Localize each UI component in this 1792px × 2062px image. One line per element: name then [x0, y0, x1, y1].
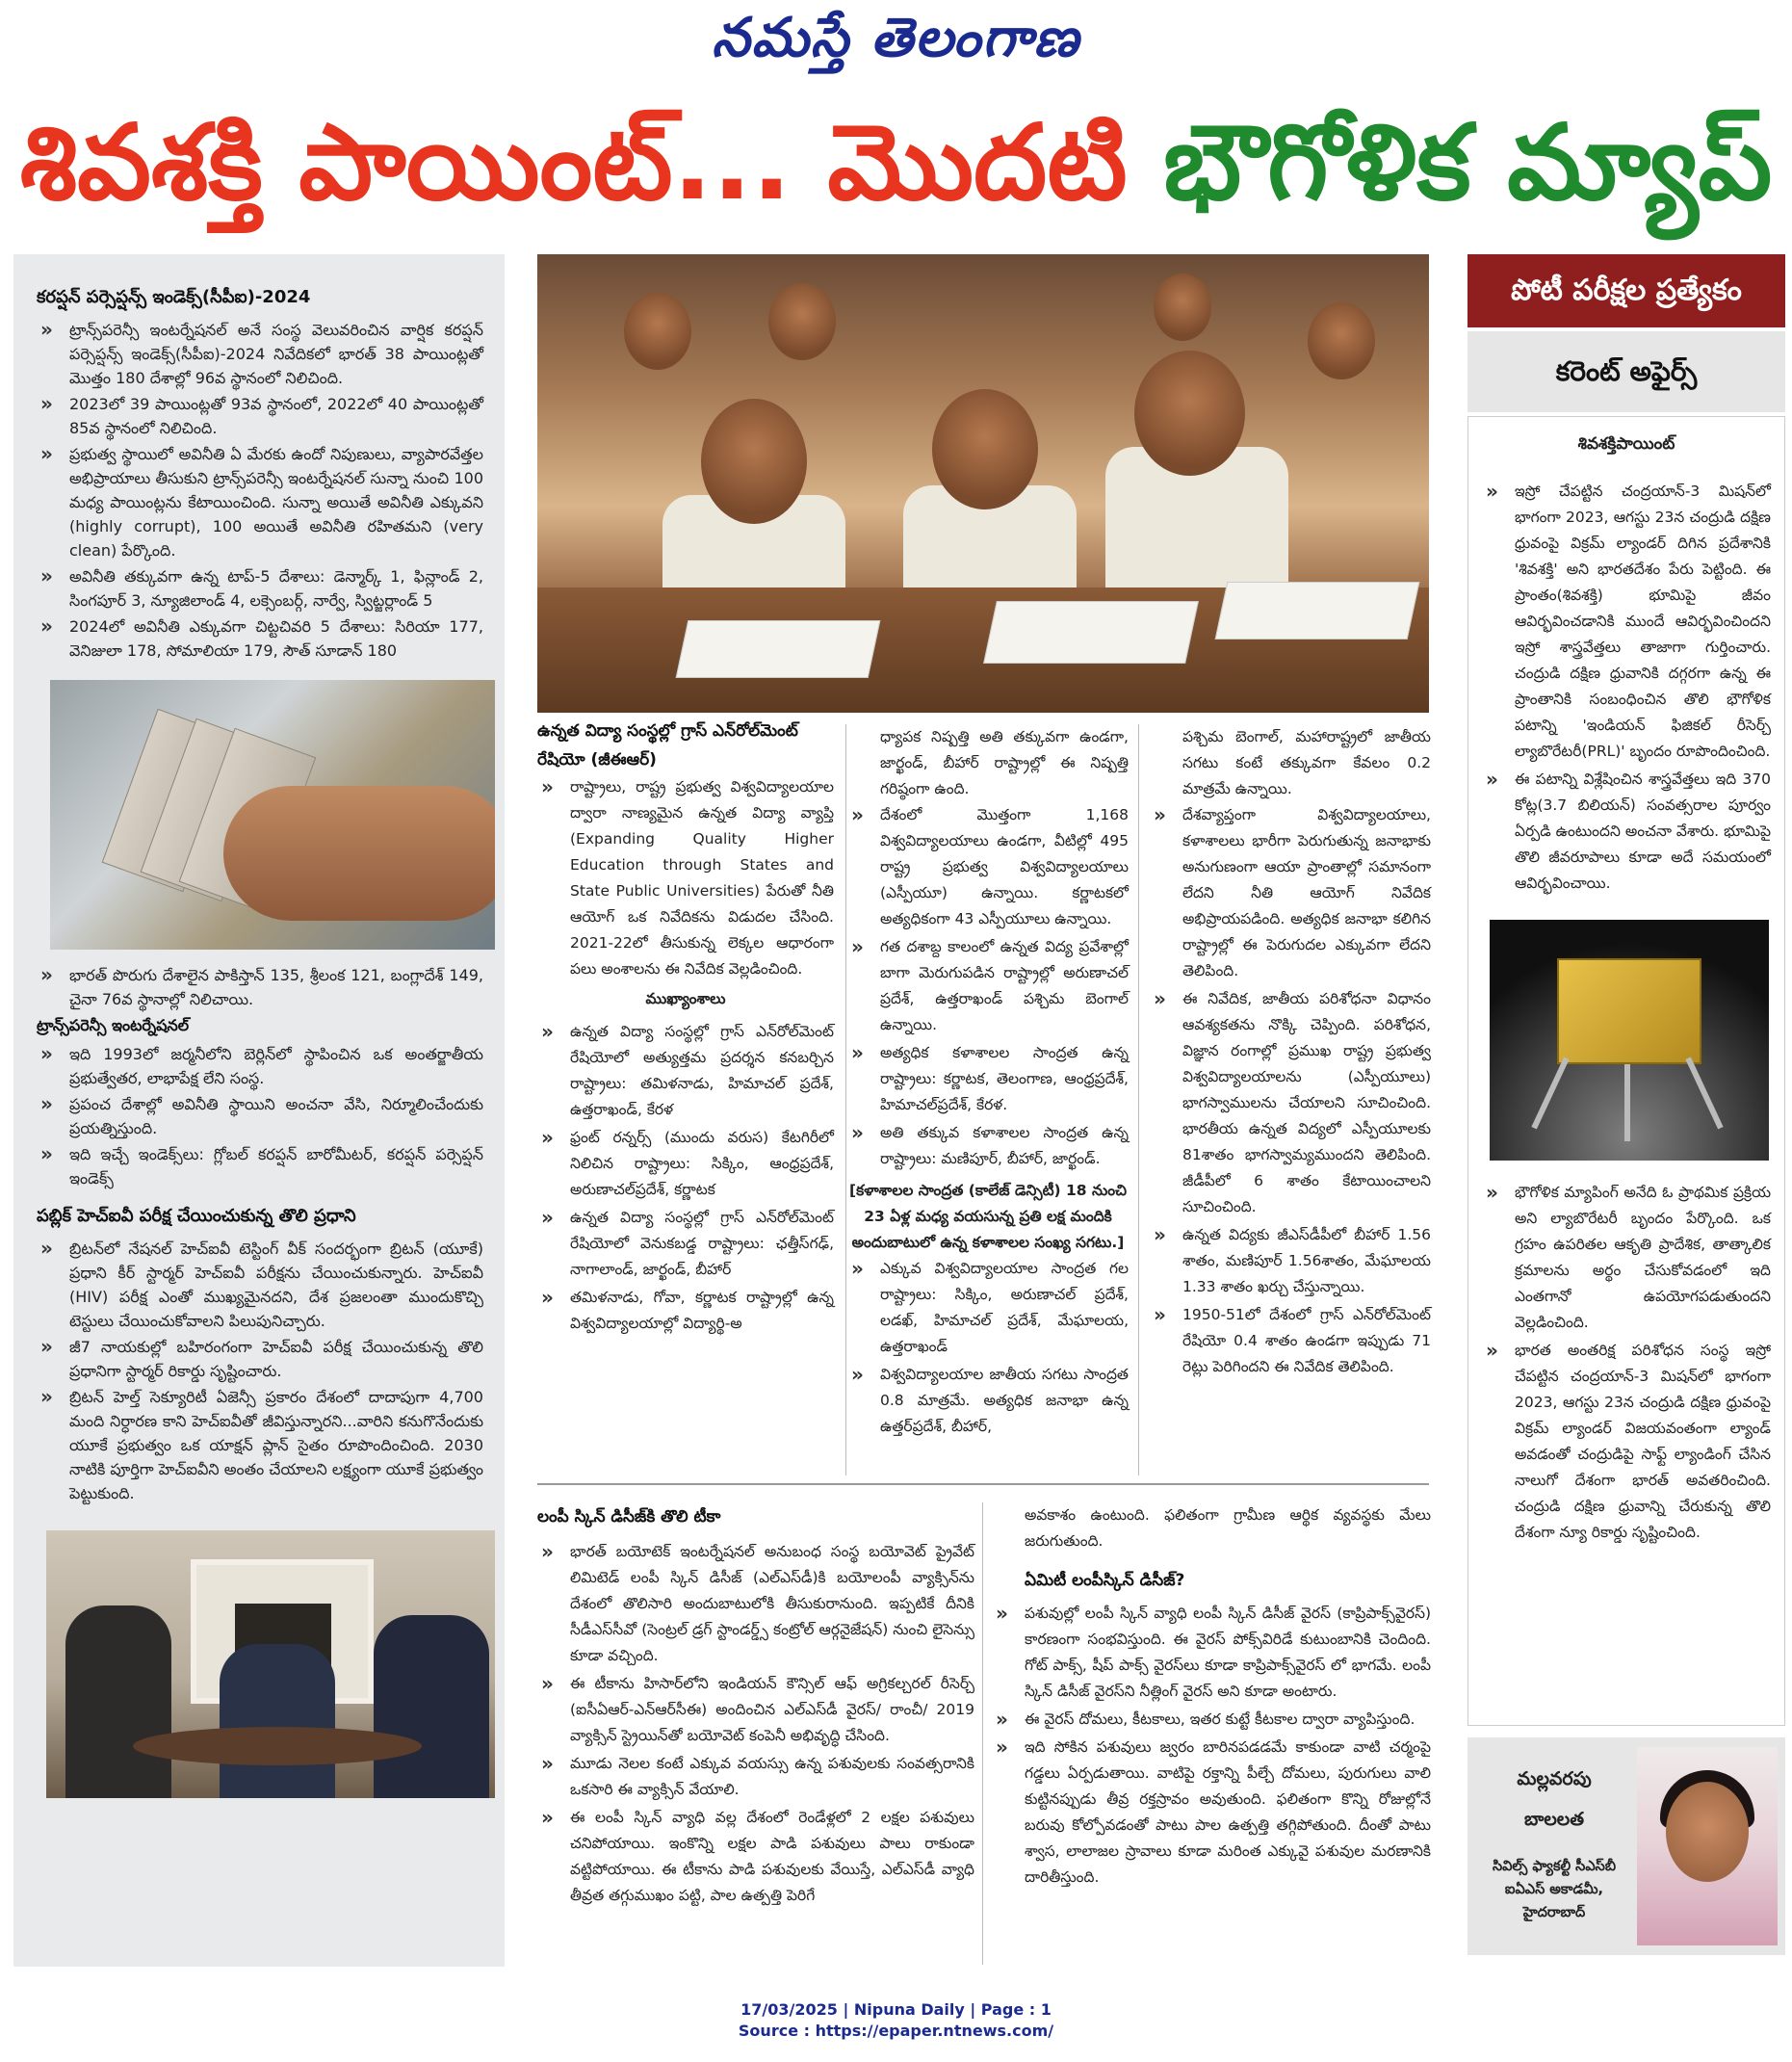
- list-item: » 1950-51లో దేశంలో గ్రాస్ ఎన్‌రోల్‌మెంట్ రేషియో 0.4 శాతం ఉండగా ఇప్పుడు 71 రెట్లు పెరిగిందని ఈ నివేదిక తెలిపింది.: [1150, 1302, 1431, 1380]
- shivashakti-list-2: [1482, 1180, 1771, 1546]
- left-column: [13, 254, 505, 1967]
- cpi-title: కరప్షన్ పర్సెప్షన్స్ ఇండెక్స్(సీపీఐ)-2024: [37, 287, 311, 307]
- lumpy-column-2: [992, 1502, 1431, 1892]
- ger-list-3: [847, 802, 1129, 1172]
- list-item: » భారత్ పొరుగు దేశాలైన పాకిస్తాన్ 135, శ్రీలంక 121, బంగ్లాదేశ్ 149, చైనా 76వ స్థానాల్లో నిలిచాయి.: [37, 963, 483, 1011]
- list-item: » తమిళనాడు, గోవా, కర్ణాటక రాష్ట్రాల్లో ఉన్న విశ్వవిద్యాలయాల్లో విద్యార్థి-అ: [537, 1285, 834, 1337]
- right-column: [1467, 416, 1785, 1726]
- footer: [0, 1999, 1792, 2042]
- list-item: » ఈ లంపీ స్కిన్ వ్యాధి వల్ల దేశంలో రెండేళ్లలో 2 లక్షల పశువులు చనిపోయాయి. ఇంకొన్ని లక్షల పాడి పశువులు పాలు రాకుండా వట్టిపోయాయి. ఈ టీకాను పాడి పశువులకు వేయిస్తే, ఎల్ఎస్‌డీ వ్యాధి తీవ్రత తగ్గుముఖం పట్టి, పాల ఉత్పత్తి పెరిగే: [537, 1805, 974, 1909]
- competitive-exams-banner: పోటీ పరీక్షల ప్రత్యేకం: [1467, 254, 1785, 327]
- list-item: » ఇది 1993లో జర్మనీలోని బెర్లిన్‌లో స్థాపించిన ఒక అంతర్జాతీయ ప్రభుత్వేతర, లాభాపేక్ష లేని సంస్థ.: [37, 1042, 483, 1090]
- footer-source-line: Source : https://epaper.ntnews.com/: [738, 2022, 1054, 2040]
- footer-date-line: 17/03/2025 | Nipuna Daily | Page : 1: [740, 2000, 1052, 2019]
- list-item: » అత్యధిక కళాశాలల సాంద్రత ఉన్న రాష్ట్రాలు: కర్ణాటక, తెలంగాణ, ఆంధ్రప్రదేశ్, హిమాచల్‌ప్రదేశ్, కేరళ.: [847, 1040, 1129, 1118]
- headline: [0, 87, 1792, 241]
- col2-lead: ధ్యాపక నిష్పత్తి అతి తక్కువగా ఉండగా, జార్ఖండ్, బీహార్ రాష్ట్రాల్లో ఈ నిష్పత్తి గరిష్ఠంగా ఉంది.: [880, 728, 1129, 797]
- cpi-list: [37, 318, 483, 663]
- list-item: » మూడు నెలల కంటే ఎక్కువ వయస్సు ఉన్న పశువులకు సంవత్సరానికి ఒకసారి ఈ వ్యాక్సిన్ వేయాలి.: [537, 1751, 974, 1803]
- list-item: » ఈ పటాన్ని విశ్లేషించిన శాస్త్రవేత్తలు ఇది 370 కోట్ల(3.7 బిలియన్) సంవత్సరాల పూర్వం ఏర్పడి ఉంటుందని అంచనా వేశారు. భూమిపై తొలి జీవరూపాలు కూడా అదే సమయంలో ఆవిర్భవించాయి.: [1482, 767, 1771, 897]
- ger-list-4: [847, 1256, 1129, 1440]
- list-item: » ఇది ఇచ్చే ఇండెక్స్‌లు: గ్లోబల్ కరప్షన్ బారోమీటర్, కరప్షన్ పర్సెప్షన్ ఇండెక్స్: [37, 1142, 483, 1190]
- hiv-list: [37, 1237, 483, 1505]
- list-item: » విశ్వవిద్యాలయాల జాతీయ సగటు సాంద్రత 0.8 మాత్రమే. అత్యధిక జనాభా ఉన్న ఉత్తర్‌ప్రదేశ్, బీహార్,: [847, 1362, 1129, 1440]
- ti-title: ట్రాన్స్‌పరెన్సీ ఇంటర్నేషనల్: [37, 1016, 190, 1034]
- classroom-photo: [537, 254, 1429, 713]
- ger-list-1: [537, 774, 834, 982]
- list-item: » ఎక్కువ విశ్వవిద్యాలయాల సాంద్రత గల రాష్ట్రాలు: సిక్కిం, అరుణాచల్ ప్రదేశ్, లడఖ్, హిమాచల్ ప్రదేశ్, మేఘాలయ, ఉత్తరాఖండ్: [847, 1256, 1129, 1360]
- headline-part-1: శివశక్తి పాయింట్... మొదటి: [19, 103, 1164, 223]
- list-item: » ఈ టీకాను హిసార్‌లోని ఇండియన్ కౌన్సిల్ ఆఫ్ అగ్రికల్చరల్ రీసెర్చ్ (ఐసీఏఆర్-ఎన్ఆర్‌సీఈ) అందించిన ఎల్ఎస్‌డీ వైరస్/ రాంచీ/ 2019 వ్యాక్సిన్ స్ట్రెయిన్‌తో బయోవెట్ కంపెనీ అభివృద్ధి చేసింది.: [537, 1671, 974, 1749]
- list-item: » ఉన్నత విద్యా సంస్థల్లో గ్రాస్ ఎన్‌రోల్‌మెంట్ రేషియోలో అత్యుత్తమ ప్రదర్శన కనబర్చిన రాష్ట్రాలు: తమిళనాడు, హిమాచల్ ప్రదేశ్, ఉత్తరాఖండ్, కేరళ: [537, 1019, 834, 1123]
- hiv-title: పబ్లిక్ హెచ్ఐవీ పరీక్ష చేయించుకున్న తొలి ప్రధాని: [37, 1206, 356, 1226]
- ger-list-2: [537, 1019, 834, 1337]
- list-item: » గత దశాబ్ద కాలంలో ఉన్నత విద్య ప్రవేశాల్లో బాగా మెరుగుపడిన రాష్ట్రాల్లో అరుణాచల్ ప్రదేశ్, ఉత్తరాఖండ్ పశ్చిమ బెంగాల్ ఉన్నాయి.: [847, 934, 1129, 1038]
- list-item: » అతి తక్కువ కళాశాలల సాంద్రత ఉన్న రాష్ట్రాలు: మణిపూర్, బీహార్, జార్ఖండ్.: [847, 1120, 1129, 1172]
- lumpy-list: [537, 1539, 974, 1909]
- list-item: » బ్రిటన్‌లో నేషనల్ హెచ్ఐవీ టెస్టింగ్ వీక్ సందర్భంగా బ్రిటన్ (యూకే) ప్రధాని కీర్ స్టార్మర్ హెచ్ఐవీ పరీక్షను చేయించుకున్నారు. హెచ్ఐవీ (HIV) పరీక్ష ఎంతో ముఖ్యమైనదని, దేశ ప్రజలంతా ముందుకొచ్చి టెస్టులు చేయించుకోవాలని పిలుపునిచ్చారు.: [37, 1237, 483, 1333]
- college-density-note: [కళాశాలల సాంద్రత (కాలేజ్ డెన్సిటీ) 18 నుంచి 23 ఏళ్ల మధ్య వయసున్న ప్రతి లక్ష మందికి అందుబాటులో ఉన్న కళాశాలల సంఖ్య సగటు.]: [849, 1182, 1127, 1251]
- shivashakti-list-1: [1482, 479, 1771, 897]
- list-item: » ఇది సోకిన పశువులు జ్వరం బారినపడడమే కాకుండా వాటి చర్మంపై గడ్డలు ఏర్పడుతాయి. వాటిపై రక్తాన్ని పీల్చే దోమలు, పురుగులు వాలి కుట్టినప్పుడు తీవ్ర రక్తస్రావం అవుతుంది. ఫలితంగా కొన్ని రోజుల్లోనే బరువు కోల్పోవడంతో పాటు పాల ఉత్పత్తి తగ్గిపోతుంది. దీంతో పాటు శ్వాస, లాలాజల స్రావాలు కూడా మరింత ఎక్కువై పశువుల మరణానికి దారితీస్తుంది.: [992, 1735, 1431, 1891]
- lumpy-title: లంపీ స్కిన్ డిసీజ్‌కి తొలి టీకా: [537, 1507, 721, 1527]
- list-item: » ఉన్నత విద్యకు జీఎస్‌డీపీలో బీహార్ 1.56 శాతం, మణిపూర్ 1.56శాతం, మేఘాలయ 1.33 శాతం ఖర్చు చేస్తున్నాయి.: [1150, 1222, 1431, 1300]
- ger-column-1: [537, 717, 834, 1339]
- author-designation: సివిల్స్ ఫ్యాకల్టీ సీఎస్‌బీ ఐఏఎస్ అకాడమీ, హైదరాబాద్: [1492, 1859, 1617, 1920]
- newspaper-logo: నమస్తే తెలంగాణ: [712, 6, 1080, 69]
- list-item: » భౌగోళిక మ్యాపింగ్ అనేది ఓ ప్రాథమిక ప్రక్రియ అని ల్యాబొరేటరీ బృందం పేర్కొంది. ఒక గ్రహం ఉపరితల ఆకృతి ప్రాదేశిక, తాత్కాలిక క్రమాలను అర్థం చేసుకోవడంలో ఇది ఎంతగానో ఉపయోగపడుతుందని వెల్లడించింది.: [1482, 1180, 1771, 1336]
- list-item: » ప్రభుత్వ స్థాయిలో అవినీతి ఏ మేరకు ఉందో నిపుణులు, వ్యాపారవేత్తల అభిప్రాయాలు తీసుకుని ట్రాన్స్‌పరెన్సీ ఇంటర్నేషనల్ సున్నా నుంచి 100 మధ్య పాయింట్లను కేటాయించింది. సున్నా అయితే అవినీతి ఎక్కువని (highly corrupt), 100 అయితే అవినీతి రహితమని (very clean) పేర్కొంది.: [37, 442, 483, 562]
- list-item: » భారత అంతరిక్ష పరిశోధన సంస్థ ఇస్రో చేపట్టిన చంద్రయాన్-3 మిషన్‌లో భాగంగా 2023, ఆగస్టు 23న చంద్రుడి దక్షిణ ధ్రువంపై విక్రమ్ ల్యాండర్ విజయవంతంగా ల్యాండ్ అవడంతో చంద్రుడిపై సాఫ్ట్ ల్యాండింగ్ చేసిన నాలుగో దేశంగా భారత్ అవతరించింది. చంద్రుడి దక్షిణ ధ్రువాన్ని చేరుకున్న తొలి దేశంగా న్యూ రికార్డు సృష్టించింది.: [1482, 1338, 1771, 1546]
- section-divider: [537, 1483, 1429, 1485]
- list-item: » ఫ్రంట్ రన్నర్స్ (ముందు వరుస) కేటగిరీలో నిలిచిన రాష్ట్రాలు: సిక్కిం, ఆంధ్రప్రదేశ్, అరుణాచల్‌ప్రదేశ్, కర్ణాటక: [537, 1125, 834, 1203]
- neighbours-list: [37, 963, 483, 1011]
- ger-column-2: [847, 724, 1129, 1442]
- list-item: » ప్రపంచ దేశాల్లో అవినీతి స్థాయిని అంచనా వేసి, నిర్మూలించేందుకు ప్రయత్నిస్తుంది.: [37, 1092, 483, 1140]
- list-item: » ఇస్రో చేపట్టిన చంద్రయాన్-3 మిషన్‌లో భాగంగా 2023, ఆగస్టు 23న చంద్రుడి దక్షిణ ధ్రువంపై విక్రమ్ ల్యాండర్ దిగిన ప్రదేశానికి 'శివశక్తి' అని భారతదేశం పేరు పెట్టింది. ఈ ప్రాంతం(శివశక్తి) భూమిపై జీవం ఆవిర్భవించడానికి ముందే ఆవిర్భవించిందని ఇస్రో శాస్త్రవేత్తలు తాజాగా గుర్తించారు. చంద్రుడి దక్షిణ ధ్రువానికి దగ్గరగా ఉన్న ఈ ప్రాంతానికి సంబంధించిన తొలి భౌగోళిక పటాన్ని 'ఇండియన్ ఫిజికల్ రీసెర్చ్ ల్యాబొరేటరీ(PRL)' బృందం రూపొందించింది.: [1482, 479, 1771, 765]
- list-item: » ఉన్నత విద్యా సంస్థల్లో గ్రాస్ ఎన్‌రోల్‌మెంట్ రేషియోలో వెనుకబడ్డ రాష్ట్రాలు: ఛత్తీస్‌గఢ్, నాగాలాండ్, జార్ఖండ్, బీహార్: [537, 1205, 834, 1283]
- list-item: » బ్రిటన్ హెల్త్ సెక్యూరిటీ ఏజెన్సీ ప్రకారం దేశంలో దాదాపుగా 4,700 మంది నిర్ధారణ కాని హెచ్ఐవీతో జీవిస్తున్నారని...వారిని కనుగొనేందుకు యూకే ప్రభుత్వం ఒక యాక్షన్ ప్లాన్ సైతం రూపొందించింది. 2030 నాటికి పూర్తిగా హెచ్ఐవీని అంతం చేయాలని లక్ష్యంగా యూకే ప్రభుత్వం పెట్టుకుంది.: [37, 1385, 483, 1505]
- ger-list-5: [1150, 802, 1431, 1380]
- shivashakti-title: శివశక్తిపాయింట్: [1577, 434, 1675, 454]
- list-item: » 2024లో అవినీతి ఎక్కువగా చిట్టచివరి 5 దేశాలు: సిరియా 177, వెనిజులా 178, సోమాలియా 179, సౌత్ సూడాన్ 180: [37, 614, 483, 663]
- list-item: » పశువుల్లో లంపీ స్కిన్ వ్యాధి లంపీ స్కిన్ డిసీజ్ వైరస్ (కాప్రిపాక్స్‌వైరస్) కారణంగా సంభవిస్తుంది. ఈ వైరస్ పోక్స్‌విరిడే కుటుంబానికి చెందింది. గోట్ పాక్స్, షీప్ పాక్స్ వైరస్‌లు కూడా కాప్రిపాక్స్‌వైరస్ లో భాగమే. లంపీ స్కిన్ డిసీజ్ వైరస్‌ని నీత్లింగ్ వైరస్ అని కూడా అంటారు.: [992, 1601, 1431, 1705]
- currency-photo: [50, 680, 495, 950]
- list-item: » అవినీతి తక్కువగా ఉన్న టాప్-5 దేశాలు: డెన్మార్క్ 1, ఫిన్లాండ్ 2, సింగపూర్ 3, న్యూజిలాండ్ 4, లక్సెంబర్గ్, నార్వే, స్విట్జర్లాండ్ 5: [37, 564, 483, 613]
- list-item: » 2023లో 39 పాయింట్లతో 93వ స్థానంలో, 2022లో 40 పాయింట్లతో 85వ స్థానంలో నిలిచింది.: [37, 392, 483, 440]
- list-item: » ట్రాన్స్‌పరెన్సీ ఇంటర్నేషనల్ అనే సంస్థ వెలువరించిన వార్షిక కరప్షన్ పర్సెప్షన్స్ ఇండెక్స్(సీపీఐ)-2024 నివేదికలో భారత్ 38 పాయింట్లతో మొత్తం 180 దేశాల్లో 96వ స్థానంలో నిలిచింది.: [37, 318, 483, 390]
- list-item: » భారత్ బయోటెక్ ఇంటర్నేషనల్ అనుబంధ సంస్థ బయోవెట్ ప్రైవేట్ లిమిటెడ్ లంపీ స్కిన్ డిసీజ్ (ఎల్ఎస్‌డీ)కి బయోలంపీ వ్యాక్సిన్‌ను దేశంలో తొలిసారి అందుబాటులోకి తీసుకురానుంది. ఇప్పటికే దీనికి సీడీఎస్‌సీవో (సెంట్రల్ డ్రగ్ స్టాండర్డ్స్ కంట్రోల్ ఆర్గనైజేషన్) నుంచి లైసెన్సు కూడా వచ్చింది.: [537, 1539, 974, 1669]
- list-item: » ఈ వైరస్ దోమలు, కీటకాలు, ఇతర కుట్టే కీటకాల ద్వారా వ్యాపిస్తుంది.: [992, 1707, 1431, 1733]
- list-item: » ఈ నివేదిక, జాతీయ పరిశోధనా విధానం ఆవశ్యకతను నొక్కి చెప్పింది. పరిశోధన, విజ్ఞాన రంగాల్లో ప్రముఖ రాష్ట్ర ప్రభుత్వ విశ్వవిద్యాలయాలను (ఎస్పీయూలు) భాగస్వాములను చేయాలని సూచించింది. భారతీయ ఉన్నత విద్యలో ఎస్పీయూలకు 81శాతం భాగస్వామ్యముందని తెలిపింది. జీడీపీలో 6 శాతం కేటాయించాలని సూచించింది.: [1150, 986, 1431, 1220]
- headline-part-2: భౌగోళిక మ్యాప్: [1163, 103, 1773, 223]
- lumpy-continued: అవకాశం ఉంటుంది. ఫలితంగా గ్రామీణ ఆర్థిక వ్యవస్థకు మేలు జరుగుతుంది.: [1025, 1506, 1431, 1550]
- list-item: » దేశవ్యాప్తంగా విశ్వవిద్యాలయాలు, కళాశాలలు భారీగా పెరుగుతున్న జనాభాకు అనుగుణంగా ఆయా ప్రాంతాల్లో సమానంగా లేదని నీతి ఆయోగ్ నివేదిక అభిప్రాయపడింది. అత్యధిక జనాభా కలిగిన రాష్ట్రాల్లో ఈ పెరుగుదల ఎక్కువగా లేదని తెలిపింది.: [1150, 802, 1431, 984]
- what-is-lsd-title: ఏమిటీ లంపీస్కిన్ డిసీజ్?: [1025, 1571, 1185, 1590]
- list-item: » రాష్ట్రాలు, రాష్ట్ర ప్రభుత్వ విశ్వవిద్యాలయాల ద్వారా నాణ్యమైన ఉన్నత విద్యా వ్యాప్తి (Expanding Quality Higher Education through States and State Public Universities) పేరుతో నీతి ఆయోగ్ ఒక నివేదికను విడుదల చేసింది. 2021-22లో తీసుకున్న లెక్కల ఆధారంగా పలు అంశాలను ఈ నివేదిక వెల్లడించింది.: [537, 774, 834, 982]
- author-box: [1467, 1737, 1785, 1955]
- col3-lead: పశ్చిమ బెంగాల్, మహారాష్ట్రలో జాతీయ సగటు కంటే తక్కువగా కేవలం 0.2 మాత్రమే ఉన్నాయి.: [1182, 728, 1431, 797]
- meeting-photo: [46, 1530, 495, 1798]
- lsd-list: [992, 1601, 1431, 1891]
- current-affairs-heading: కరెంట్ అఫైర్స్: [1467, 331, 1785, 412]
- highlights-heading: ముఖ్యాంశాలు: [645, 990, 726, 1007]
- vikram-lander-photo: [1490, 920, 1769, 1161]
- ger-title: ఉన్నత విద్యా సంస్థల్లో గ్రాస్ ఎన్‌రోల్‌మెంట్ రేషియో (జీఈఆర్): [537, 721, 798, 770]
- list-item: » జీ7 నాయకుల్లో బహిరంగంగా హెచ్ఐవీ పరీక్ష చేయించుకున్న తొలి ప్రధానిగా స్టార్మర్ రికార్డు సృష్టించారు.: [37, 1335, 483, 1383]
- masthead: [0, 0, 1792, 79]
- author-photo: [1637, 1747, 1778, 1945]
- author-last-name: బాలలత: [1523, 1809, 1585, 1830]
- ti-list: [37, 1042, 483, 1190]
- lumpy-column-1: [537, 1502, 974, 1911]
- list-item: » దేశంలో మొత్తంగా 1,168 విశ్వవిద్యాలయాలు ఉండగా, వీటిల్లో 495 రాష్ట్ర ప్రభుత్వ విశ్వవిద్యాలయాలు (ఎస్పీయూ) ఉన్నాయి. కర్ణాటకలో అత్యధికంగా 43 ఎస్పీయూలు ఉన్నాయి.: [847, 802, 1129, 932]
- ger-column-3: [1150, 724, 1431, 1382]
- author-first-name: మల్లవరపు: [1517, 1768, 1592, 1789]
- author-name: [1477, 1759, 1631, 1840]
